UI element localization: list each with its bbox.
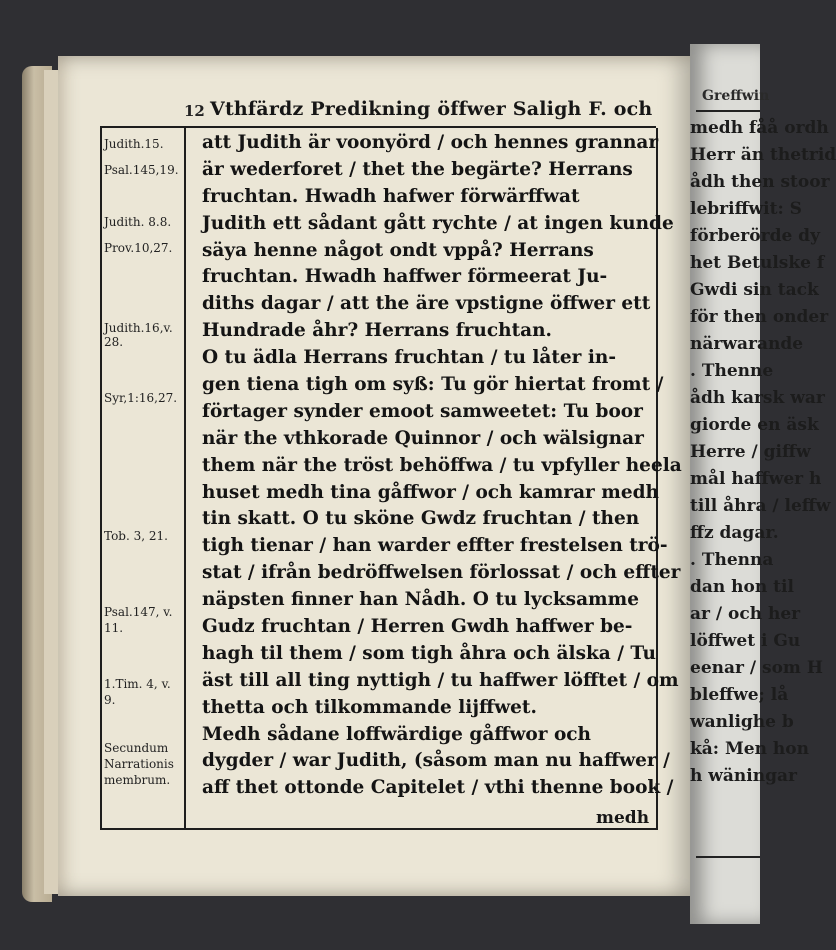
text-line: äst till all ting nyttigh / tu haffwer löfftet / om bbox=[202, 669, 679, 691]
margin-note: Judith. 8.8. bbox=[104, 215, 172, 229]
facing-text-line: kå: Men hon bbox=[690, 739, 809, 759]
facing-running-head: Greffwin bbox=[702, 88, 770, 104]
text-line: aff thet ottonde Capitelet / vthi thenne book / bbox=[202, 777, 674, 799]
facing-text-line: Herr än thetrid bbox=[690, 145, 836, 165]
margin-note: Secundum bbox=[104, 741, 169, 755]
facing-text-line: h wäningar bbox=[690, 766, 797, 786]
facing-text-line: löffwet i Gu bbox=[690, 631, 801, 651]
facing-text-line: ffz dagar. bbox=[690, 523, 779, 543]
facing-text-line: till åhra / leffw bbox=[690, 496, 831, 516]
margin-note: Psal.147, v. bbox=[104, 605, 173, 619]
text-line: är wederforet / thet the begärte? Herrans bbox=[202, 158, 633, 180]
facing-text-line: medh fåå ordh bbox=[690, 118, 829, 138]
margin-note: 11. bbox=[104, 621, 124, 635]
facing-text-line: dan hon til bbox=[690, 577, 794, 597]
text-line: fruchtan. Hwadh hafwer förwärffwat bbox=[202, 185, 580, 207]
facing-text-line: ådh karsk war bbox=[690, 388, 825, 408]
text-line: them när the tröst behöffwa / tu vpfyller heela bbox=[202, 454, 682, 476]
margin-note: Judith.16,v. bbox=[104, 321, 173, 335]
facing-text-line: Herre / giffw bbox=[690, 442, 811, 462]
facing-text-line: för then onder bbox=[690, 307, 829, 327]
catchword: medh bbox=[596, 808, 650, 828]
facing-header-rule bbox=[696, 110, 760, 112]
facing-text-line: ådh then stoor bbox=[690, 172, 830, 192]
facing-text-line: giorde en äsk bbox=[690, 415, 819, 435]
margin-note: Prov.10,27. bbox=[104, 241, 173, 255]
text-line: huset medh tina gåffwor / och kamrar medh bbox=[202, 481, 659, 503]
facing-text-line: . Thenne bbox=[690, 361, 774, 381]
text-line: gen tiena tigh om syß: Tu gör hiertat fromt / bbox=[202, 374, 664, 396]
margin-note: 1.Tim. 4, v. bbox=[104, 677, 171, 691]
text-line: hagh til them / som tigh åhra och älska / Tu bbox=[202, 642, 656, 664]
facing-text-line: eenar / som H bbox=[690, 658, 823, 678]
facing-text-line: bleffwe; lå bbox=[690, 685, 789, 705]
text-line: dygder / war Judith, (såsom man nu haffwer / bbox=[202, 750, 670, 772]
text-line: att Judith är voonyörd / och hennes grannar bbox=[202, 132, 659, 153]
facing-text-line: wanlighe b bbox=[690, 712, 794, 732]
page-number: 12 bbox=[184, 102, 205, 120]
text-line: Gudz fruchtan / Herren Gwdh haffwer be- bbox=[202, 616, 633, 638]
text-line: Judith ett sådant gått rychte / at ingen kunde bbox=[202, 212, 674, 234]
facing-text-line: het Betulske f bbox=[690, 253, 825, 273]
facing-bottom-rule bbox=[696, 856, 760, 858]
text-line: Medh sådane loffwärdige gåffwor och bbox=[202, 723, 591, 745]
text-line: tigh tienar / han warder effter frestelsen trö- bbox=[202, 535, 668, 557]
text-line: O tu ädla Herrans fruchtan / tu låter in- bbox=[202, 347, 617, 369]
text-line: säya henne något ondt vppå? Herrans bbox=[202, 239, 594, 261]
body-text bbox=[202, 130, 682, 802]
facing-text-line: . Thenna bbox=[690, 550, 774, 570]
running-head: Vthfärdz Predikning öffwer Saligh F. och bbox=[210, 98, 653, 120]
facing-text-line: ar / och her bbox=[690, 604, 801, 624]
facing-text-line: lebriffwit: S bbox=[690, 199, 802, 219]
facing-text-line: förberörde dy bbox=[690, 226, 820, 246]
margin-note: Judith.15. bbox=[104, 137, 164, 151]
margin-note: Narrationis bbox=[104, 757, 174, 771]
text-line: stat / ifrån bedröffwelsen förlossat / och effter bbox=[202, 562, 681, 584]
text-line: thetta och tilkommande lijffwet. bbox=[202, 696, 537, 718]
margin-note: 28. bbox=[104, 335, 124, 349]
margin-note: Syr,1:16,27. bbox=[104, 391, 178, 405]
margin-note: Psal.145,19. bbox=[104, 163, 179, 177]
margin-note: 9. bbox=[104, 693, 116, 707]
text-line: Hundrade åhr? Herrans fruchtan. bbox=[202, 320, 552, 342]
facing-page bbox=[690, 44, 836, 924]
facing-text-line: Gwdi sin tack bbox=[690, 280, 819, 300]
facing-text-line: närwarande bbox=[690, 334, 804, 354]
text-line: diths dagar / att the äre vpstigne öffwer ett bbox=[202, 293, 651, 315]
margin-rule bbox=[184, 128, 186, 828]
margin-note: Tob. 3, 21. bbox=[104, 529, 168, 543]
text-line: förtager synder emoot samweetet: Tu boor bbox=[202, 400, 643, 422]
margin-note: membrum. bbox=[104, 773, 171, 787]
text-line: när the vthkorade Quinnor / och wälsignar bbox=[202, 427, 644, 449]
facing-text-line: mål haffwer h bbox=[690, 469, 822, 489]
text-line: näpsten finner han Nådh. O tu lycksamme bbox=[202, 589, 639, 611]
text-line: fruchtan. Hwadh haffwer förmeerat Ju- bbox=[202, 266, 608, 288]
text-line: tin skatt. O tu sköne Gwdz fruchtan / then bbox=[202, 508, 640, 530]
